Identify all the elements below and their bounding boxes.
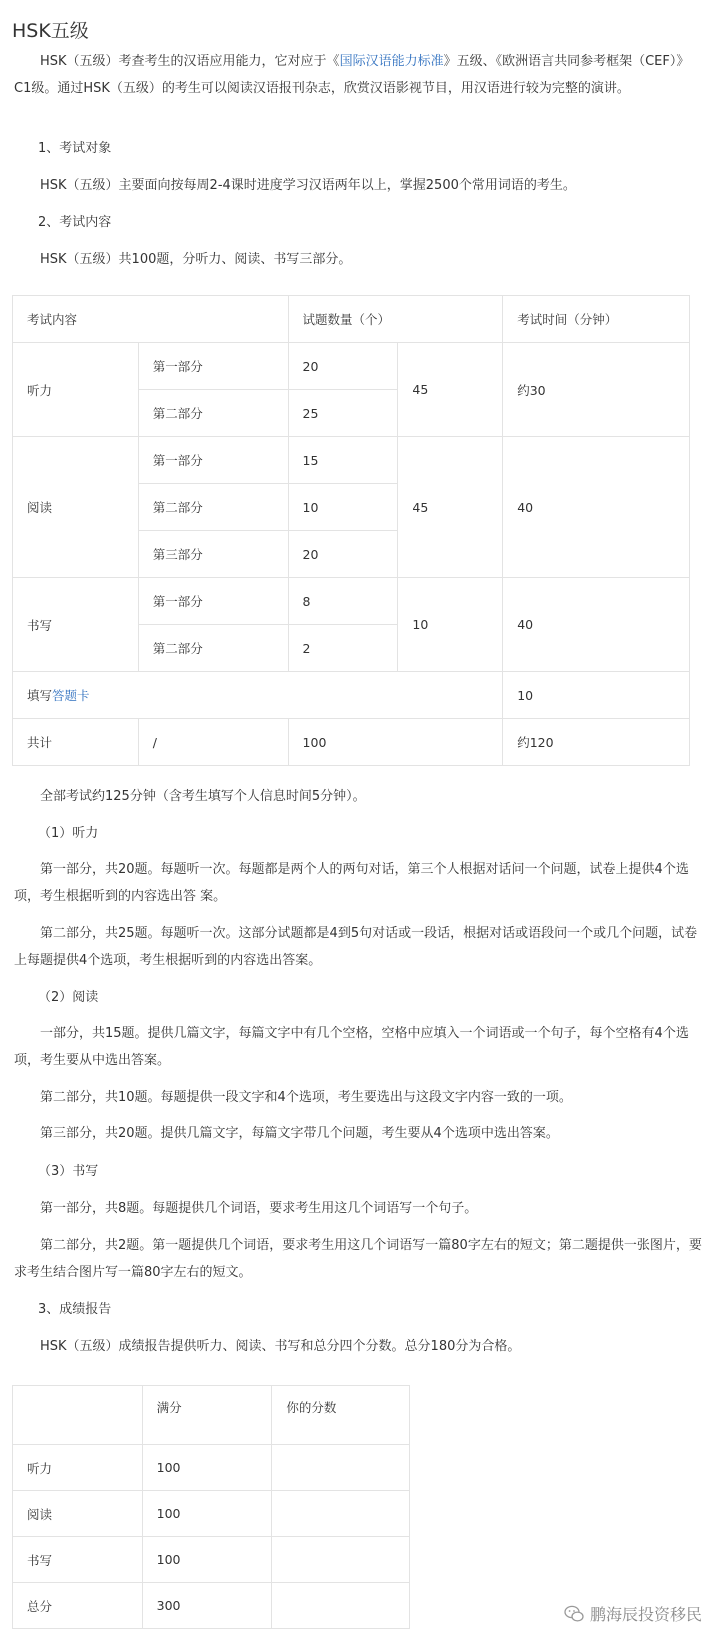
listening-part-1-desc: 第一部分，共20题。每题听一次。每题都是两个人的两句对话，第三个人根据对话问一个问题，试卷上提供4个选项，考生根据听到的内容选出答 案。	[14, 862, 689, 904]
reading-part-1-count: 15	[288, 437, 398, 484]
score-row-label: 听力	[13, 1445, 143, 1491]
reading-time: 40	[503, 437, 690, 578]
reading-label: 阅读	[13, 437, 139, 578]
total-slash: /	[138, 719, 288, 766]
intro-text-before: HSK（五级）考查考生的汉语应用能力，它对应于《	[40, 54, 340, 69]
listening-heading: （1）听力	[38, 826, 99, 841]
listening-part-2-count: 25	[288, 390, 398, 437]
reading-part-2: 第二部分	[138, 484, 288, 531]
answer-sheet-link[interactable]: 答题卡	[52, 688, 90, 703]
score-row-yours	[272, 1583, 410, 1629]
score-row-label: 总分	[13, 1583, 143, 1629]
reading-part-1: 第一部分	[138, 437, 288, 484]
score-row-yours	[272, 1445, 410, 1491]
section-2-heading: 2、考试内容	[38, 215, 112, 230]
watermark	[564, 1602, 702, 1625]
listening-part-2-desc: 第二部分，共25题。每题听一次。这部分试题都是4到5句对话或一段话，根据对话或语段问一个或几个问题，试卷上每题提供4个选项，考生根据听到的内容选出答案。	[14, 926, 698, 968]
writing-part-2-desc: 第二部分，共2题。第一题提供几个词语，要求考生用这几个词语写一篇80字左右的短文；第二题提供一张图片，要求考生结合图片写一篇80字左右的短文。	[14, 1238, 702, 1280]
intro-paragraph	[14, 48, 702, 102]
listening-part-1-count: 20	[288, 343, 398, 390]
reading-part-2-count: 10	[288, 484, 398, 531]
reading-total: 45	[398, 437, 503, 578]
score-header-full: 满分	[142, 1386, 272, 1445]
exam-content-table	[12, 295, 690, 766]
section-1-text: HSK（五级）主要面向按每周2-4课时进度学习汉语两年以上，掌握2500个常用词语的考生。	[40, 178, 576, 193]
writing-total: 10	[398, 578, 503, 672]
writing-part-1-count: 8	[288, 578, 398, 625]
writing-part-2: 第二部分	[138, 625, 288, 672]
reading-part-3-count: 20	[288, 531, 398, 578]
page-title: HSK五级	[12, 20, 89, 42]
total-count: 100	[288, 719, 503, 766]
total-time-note: 全部考试约125分钟（含考生填写个人信息时间5分钟）。	[40, 789, 366, 804]
section-2-text: HSK（五级）共100题，分听力、阅读、书写三部分。	[40, 252, 352, 267]
writing-label: 书写	[13, 578, 139, 672]
writing-time: 40	[503, 578, 690, 672]
intro-text-after: 》五级、《欧洲语言共同参考框架（CEF）》C1级。通过HSK（五级）的考生可以阅读汉语报刊杂志，欣赏汉语影视节目，用汉语进行较为完整的演讲。	[14, 54, 690, 96]
score-row-full: 300	[142, 1583, 272, 1629]
reading-part-2-desc: 第二部分，共10题。每题提供一段文字和4个选项，考生要选出与这段文字内容一致的一项。	[40, 1090, 572, 1105]
writing-part-2-count: 2	[288, 625, 398, 672]
writing-heading: （3）书写	[38, 1164, 99, 1179]
listening-label: 听力	[13, 343, 139, 437]
section-1-heading: 1、考试对象	[38, 141, 112, 156]
fill-prefix: 填写	[27, 688, 53, 703]
reading-part-1-desc: 一部分，共15题。提供几篇文字，每篇文字中有几个空格，空格中应填入一个词语或一个句子，每个空格有4个选项，考生要从中选出答案。	[14, 1026, 689, 1068]
score-table	[12, 1385, 410, 1629]
standard-link[interactable]: 国际汉语能力标准	[339, 54, 444, 69]
answer-sheet-row-label	[13, 672, 503, 719]
reading-heading: （2）阅读	[38, 990, 99, 1005]
score-row-label: 阅读	[13, 1491, 143, 1537]
listening-part-1: 第一部分	[138, 343, 288, 390]
score-row-label: 书写	[13, 1537, 143, 1583]
header-count: 试题数量（个）	[288, 296, 503, 343]
reading-part-3: 第三部分	[138, 531, 288, 578]
writing-part-1: 第一部分	[138, 578, 288, 625]
score-row-yours	[272, 1491, 410, 1537]
score-row-yours	[272, 1537, 410, 1583]
score-row-full: 100	[142, 1537, 272, 1583]
answer-sheet-time: 10	[503, 672, 690, 719]
total-time: 约120	[503, 719, 690, 766]
writing-part-1-desc: 第一部分，共8题。每题提供几个词语，要求考生用这几个词语写一个句子。	[40, 1201, 478, 1216]
score-row-full: 100	[142, 1445, 272, 1491]
header-time: 考试时间（分钟）	[503, 296, 690, 343]
header-content: 考试内容	[13, 296, 289, 343]
reading-part-3-desc: 第三部分，共20题。提供几篇文字，每篇文字带几个问题，考生要从4个选项中选出答案。	[40, 1126, 559, 1141]
listening-time: 约30	[503, 343, 690, 437]
section-3-text: HSK（五级）成绩报告提供听力、阅读、书写和总分四个分数。总分180分为合格。	[40, 1339, 521, 1354]
listening-total: 45	[398, 343, 503, 437]
score-row-full: 100	[142, 1491, 272, 1537]
section-3-heading: 3、成绩报告	[38, 1302, 112, 1317]
total-label: 共计	[13, 719, 139, 766]
listening-part-2: 第二部分	[138, 390, 288, 437]
wechat-icon	[564, 1605, 584, 1623]
score-header-empty	[13, 1386, 143, 1445]
score-header-yours: 你的分数	[272, 1386, 410, 1445]
watermark-text: 鹏海辰投资移民	[589, 1605, 702, 1624]
